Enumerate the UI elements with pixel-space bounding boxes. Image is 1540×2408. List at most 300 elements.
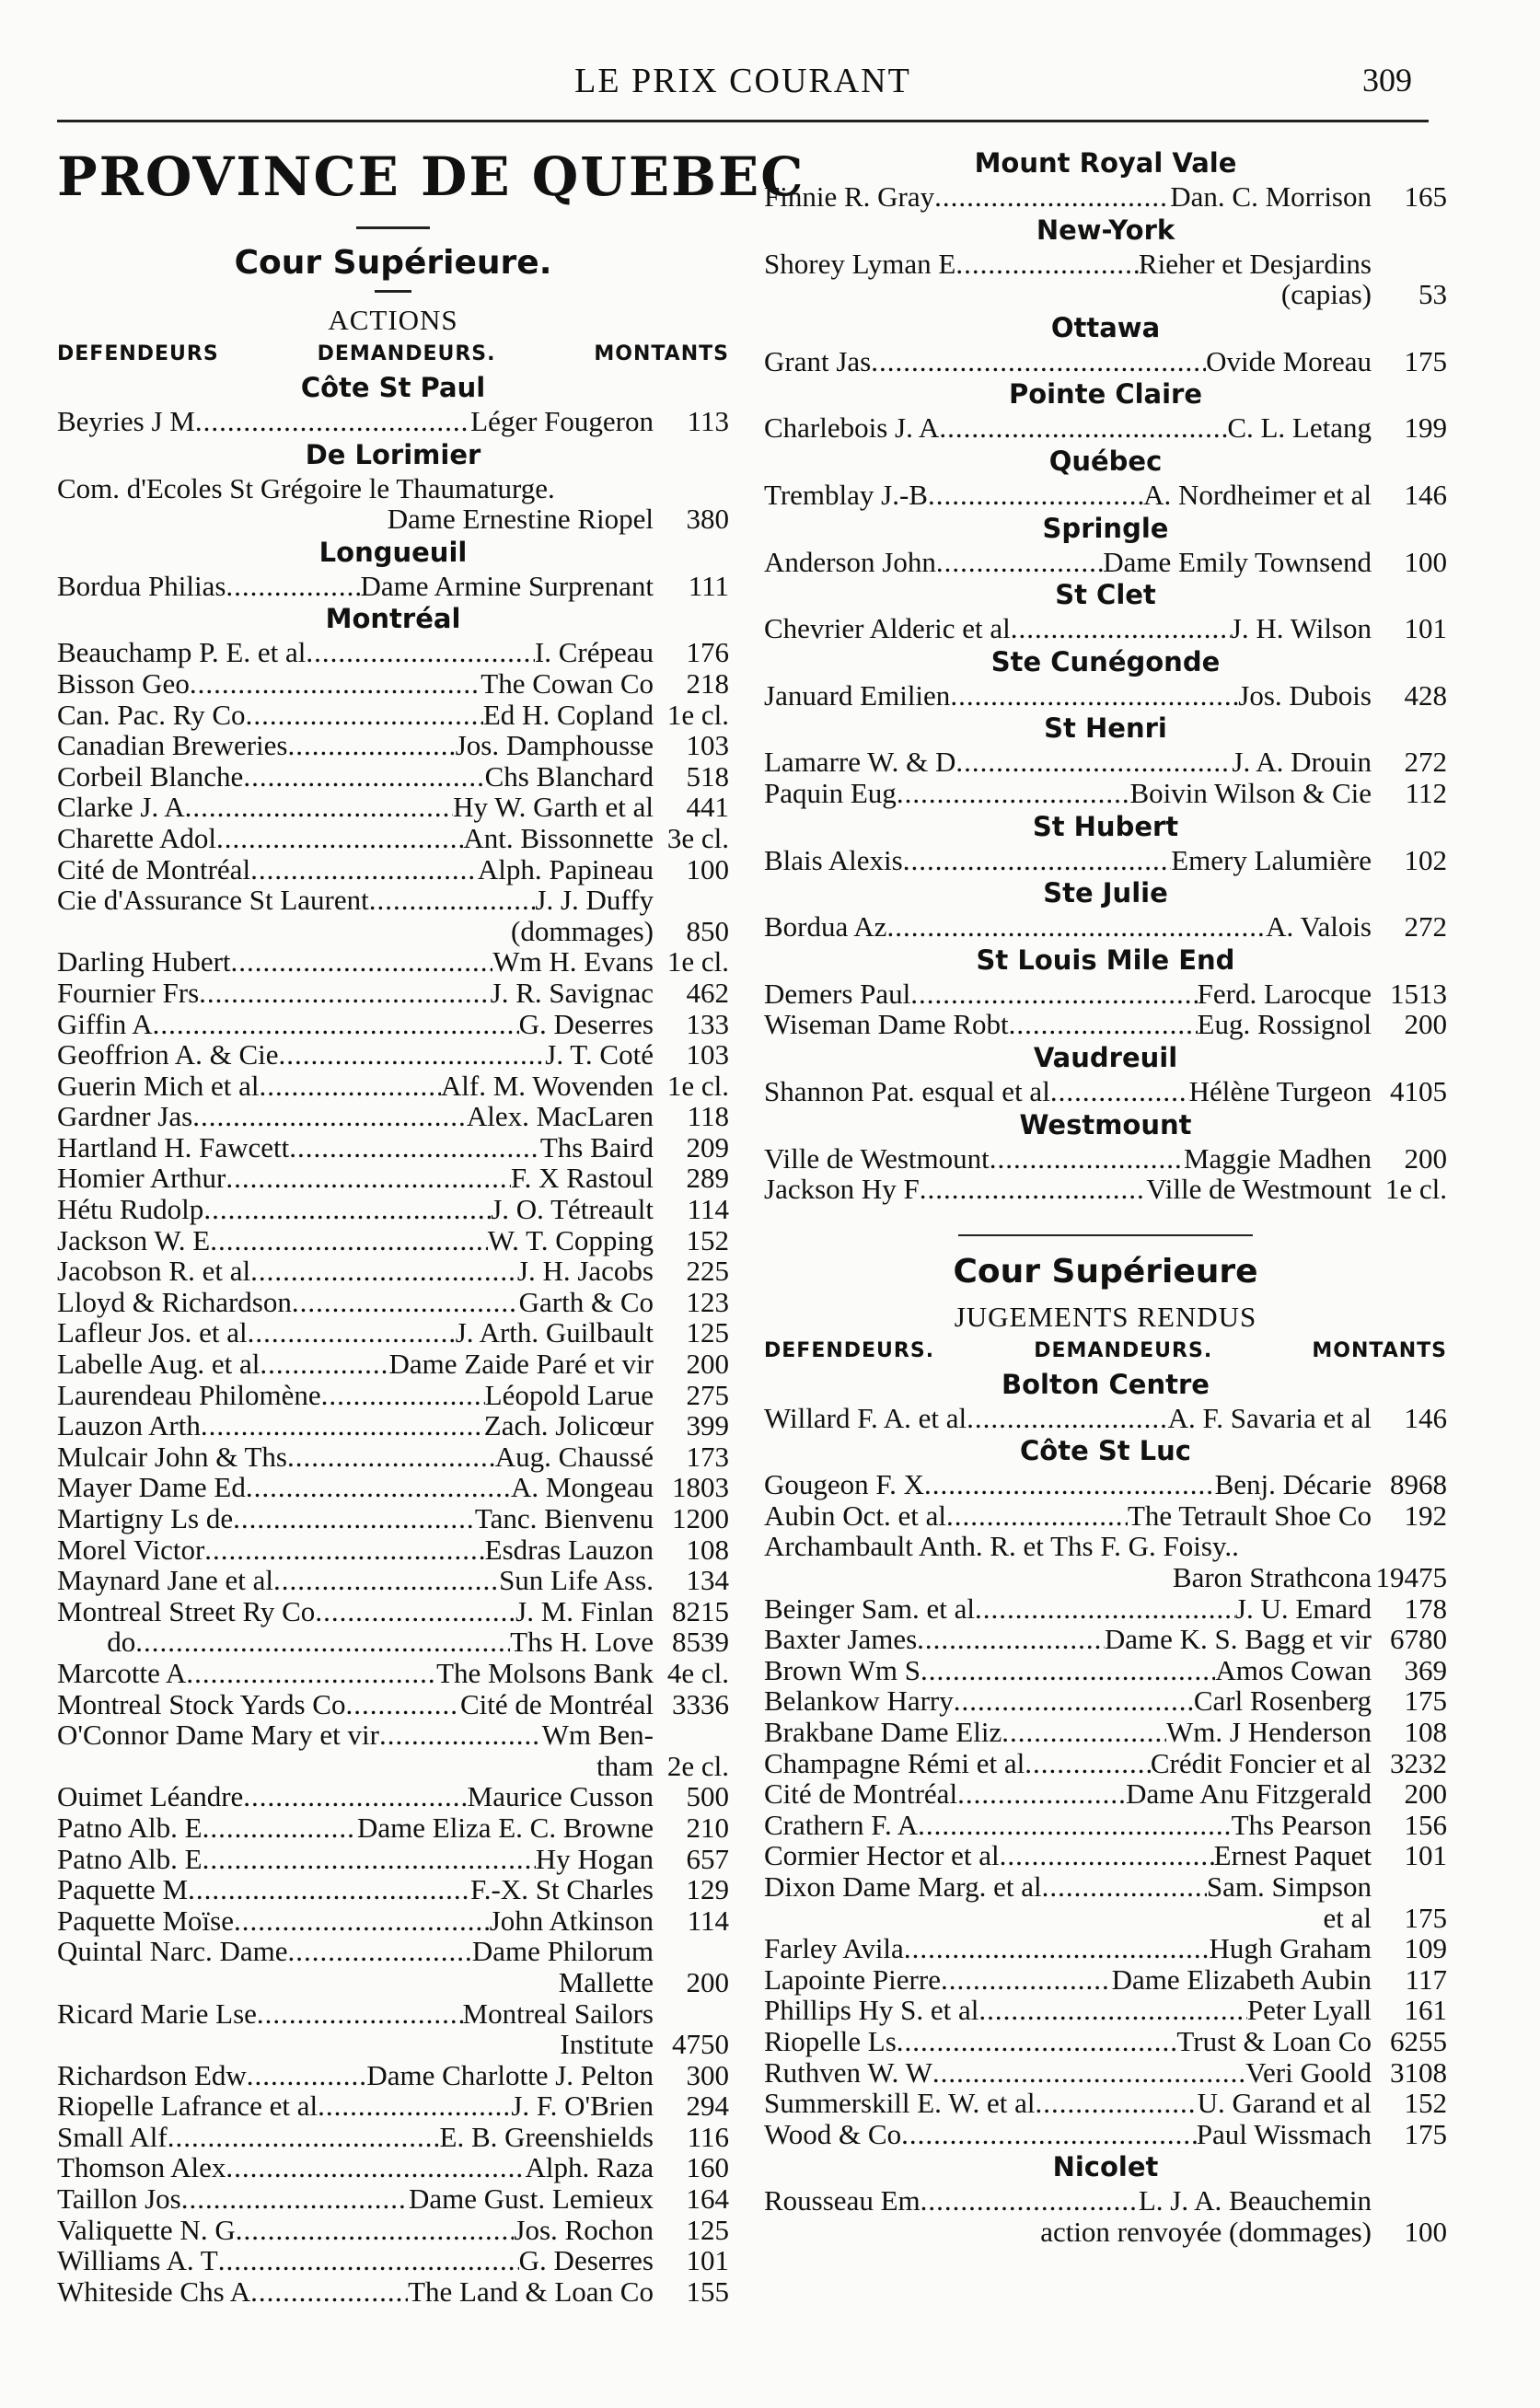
amount: 2e cl.: [666, 1749, 729, 1782]
amount: 123: [686, 1285, 729, 1318]
leader-dots: [1025, 1748, 1151, 1779]
amount: 1803: [672, 1471, 729, 1504]
entry-row: [57, 1101, 729, 1132]
amount: 155: [686, 2275, 729, 2308]
place-heading: New-York: [1036, 214, 1175, 246]
entry-row: [764, 1655, 1447, 1686]
plaintiff: Léopold Larue: [484, 1378, 654, 1411]
entry-row: [764, 613, 1447, 644]
plaintiff: Trust & Loan Co: [1176, 2024, 1372, 2057]
plaintiff: Paul Wissmach: [1196, 2117, 1372, 2150]
leader-dots: [181, 2183, 409, 2215]
defendant: Morel Victor: [57, 1533, 205, 1566]
defendant: Thomson Alex: [57, 2151, 226, 2184]
plaintiff: A. Nordheimer et al: [1143, 478, 1372, 511]
plaintiff: C. L. Letang: [1227, 411, 1372, 445]
amount: 500: [686, 1780, 729, 1813]
divider: [356, 226, 430, 229]
entry-row: [57, 1163, 729, 1194]
plaintiff: J. T. Coté: [545, 1038, 654, 1071]
defendant: Aubin Oct. et al: [764, 1499, 947, 1532]
plaintiff: Ed H. Copland: [482, 698, 654, 731]
defendant: Wood & Co: [764, 2117, 902, 2150]
amount: 1e cl.: [666, 698, 729, 731]
plaintiff: action renvoyée (dommages): [1040, 2215, 1372, 2248]
leader-dots: [886, 911, 1266, 943]
leader-dots: [369, 885, 536, 916]
amount: 103: [686, 1038, 729, 1071]
leader-dots: [934, 181, 1170, 213]
entry-row: [57, 1596, 729, 1627]
plaintiff: Benj. Décarie: [1214, 1468, 1372, 1501]
leader-dots: [928, 480, 1143, 511]
leader-dots: [236, 2215, 515, 2246]
plaintiff: The Land & Loan Co: [408, 2275, 654, 2308]
entry-row: [764, 1531, 1447, 1562]
leader-dots: [250, 854, 478, 886]
defendant: Brown Wm S: [764, 1653, 921, 1686]
plaintiff: A. Mongeau: [511, 1471, 654, 1504]
amount: 178: [1404, 1592, 1447, 1625]
leader-dots: [279, 1039, 546, 1071]
province-banner: PROVINCE DE QUEBEC: [57, 145, 805, 208]
plaintiff: Alph. Papineau: [477, 852, 654, 886]
amount: 175: [1404, 1901, 1447, 1934]
plaintiff: Crédit Foncier et al: [1150, 1746, 1372, 1779]
place-heading: St Hubert: [1032, 810, 1179, 842]
amount: 113: [687, 405, 729, 437]
defendant: Bisson Geo: [57, 666, 190, 700]
amount: 225: [686, 1255, 729, 1288]
plaintiff: Montreal Sailors: [462, 1997, 654, 2030]
plaintiff: et al: [1323, 1901, 1372, 1934]
leader-dots: [903, 845, 1172, 876]
defendant: Montreal Stock Yards Co: [57, 1687, 346, 1720]
plaintiff: Wm Ben-: [541, 1719, 654, 1752]
leader-dots: [954, 1685, 1194, 1717]
leader-dots: [306, 637, 535, 668]
entry-row: [764, 1174, 1447, 1205]
defendant: Hartland H. Fawcett: [57, 1130, 290, 1163]
amount: 8215: [672, 1594, 729, 1627]
leader-dots: [260, 1349, 388, 1380]
defendant: Beyries J M: [57, 405, 195, 437]
plaintiff: J. Arth. Guilbault: [455, 1316, 654, 1349]
defendant: Canadian Breweries: [57, 729, 288, 762]
entry-row: [57, 978, 729, 1009]
defendant: Mayer Dame Ed: [57, 1471, 246, 1504]
defendant: Cité de Montréal: [764, 1777, 958, 1811]
entry-row: [764, 1933, 1447, 1964]
defendant: Januard Emilien: [764, 678, 951, 712]
defendant: Homier Arthur: [57, 1162, 226, 1195]
leader-dots: [910, 978, 1197, 1010]
entry-row: [57, 700, 729, 731]
leader-dots: [946, 1500, 1128, 1532]
heading-defendeurs: DEFENDEURS: [57, 342, 219, 365]
leader-dots: [246, 700, 483, 731]
defendant: Lapointe Pierre: [764, 1962, 941, 1996]
plaintiff: Garth & Co: [518, 1285, 654, 1318]
plaintiff: F. X Rastoul: [510, 1162, 654, 1195]
amount: 4750: [672, 2028, 729, 2061]
plaintiff: Ths H. Love: [510, 1626, 654, 1659]
defendant: Patno Alb. E: [57, 1842, 203, 1875]
plaintiff: The Tetrault Shoe Co: [1127, 1499, 1372, 1532]
amount: 109: [1404, 1932, 1447, 1965]
amount: 111: [688, 569, 729, 602]
leader-dots: [917, 1624, 1105, 1655]
place-heading: Côte St Paul: [300, 372, 486, 403]
amount: 53: [1418, 278, 1447, 311]
entry-row: [57, 1009, 729, 1040]
defendant: Marcotte A: [57, 1656, 187, 1689]
leader-dots: [904, 1933, 1210, 1964]
leader-dots: [246, 1472, 511, 1503]
entry-continuation: [764, 279, 1447, 310]
defendant: Bordua Philias: [57, 569, 226, 602]
entry-row: [764, 2119, 1447, 2150]
plaintiff: Carl Rosenberg: [1193, 1684, 1372, 1718]
defendant: do: [57, 1626, 136, 1659]
amount: 8968: [1390, 1468, 1447, 1501]
place-heading: Bolton Centre: [1002, 1368, 1210, 1400]
amount: 850: [686, 914, 729, 947]
amount: 289: [686, 1162, 729, 1195]
defendant: Jackson W. E: [57, 1223, 211, 1256]
leader-dots: [203, 1844, 536, 1875]
entry-continuation: [57, 916, 729, 947]
leader-dots: [1000, 1840, 1214, 1871]
defendant: Tremblay J.-B: [764, 478, 928, 511]
place-heading: Pointe Claire: [1008, 378, 1203, 411]
leader-dots: [203, 1194, 491, 1225]
defendant: Williams A. T: [57, 2244, 218, 2277]
entry-row: [57, 730, 729, 761]
page-number: 309: [1362, 62, 1412, 98]
leader-dots: [1042, 1871, 1207, 1903]
place-heading: Mount Royal Vale: [974, 147, 1237, 179]
plaintiff: J. R. Savignac: [490, 976, 654, 1009]
defendant: Small Alf: [57, 2120, 168, 2153]
leader-dots: [234, 1905, 490, 1937]
entry-row: [764, 1995, 1447, 2026]
leader-dots: [247, 2060, 367, 2091]
place-heading: St Louis Mile End: [976, 944, 1235, 976]
plaintiff: Jos. Rochon: [514, 2213, 654, 2246]
entry-row: [57, 1689, 729, 1720]
amount: 192: [1404, 1499, 1447, 1532]
entry-row: [57, 1380, 729, 1411]
defendant: Ricard Marie Lse: [57, 1997, 257, 2030]
plaintiff: Dame Armine Surprenant: [360, 569, 654, 602]
amount: 129: [686, 1873, 729, 1906]
leader-dots: [186, 1658, 436, 1689]
amount: 1200: [672, 1502, 729, 1534]
entry-row: [764, 1009, 1447, 1040]
entry-row: [764, 1624, 1447, 1655]
leader-dots: [1050, 1076, 1189, 1107]
defendant: Baxter James: [764, 1623, 918, 1656]
leader-dots: [188, 1874, 470, 1905]
defendant: Montreal Street Ry Co: [57, 1594, 316, 1627]
plaintiff: A. F. Savaria et al: [1167, 1401, 1372, 1434]
amount: 399: [686, 1409, 729, 1442]
heading-demandeurs: DEMANDEURS.: [317, 342, 496, 365]
right-entries-judgements: [764, 1367, 1447, 2248]
amount: 200: [686, 1348, 729, 1381]
amount: 125: [686, 1316, 729, 1349]
amount: 3108: [1390, 2055, 1447, 2089]
leader-dots: [190, 668, 481, 700]
defendant: Fournier Frs: [57, 976, 200, 1009]
plaintiff: Dame Charlotte J. Pelton: [366, 2058, 654, 2091]
defendant: Riopelle Ls: [764, 2024, 897, 2057]
leader-dots: [871, 346, 1206, 377]
entry-row: [57, 637, 729, 668]
defendant: Rousseau Em: [764, 2184, 921, 2217]
entry-row: [764, 1403, 1447, 1434]
plaintiff: Ant. Bissonnette: [463, 821, 654, 854]
defendant: Martigny Ls de: [57, 1502, 234, 1534]
entry-row: [764, 778, 1447, 809]
defendant: Lafleur Jos. et al: [57, 1316, 248, 1349]
defendant: Hétu Rudolp: [57, 1193, 204, 1226]
plaintiff: J. H. Jacobs: [516, 1255, 654, 1288]
amount: 100: [1404, 2215, 1447, 2248]
amount: 161: [1404, 1994, 1447, 2027]
amount: 200: [1404, 1008, 1447, 1041]
entry-row: [57, 1472, 729, 1503]
amount: 117: [1405, 1962, 1447, 1996]
plaintiff: Ths Baird: [539, 1130, 654, 1163]
defendant: Shorey Lyman E: [764, 247, 956, 280]
entry-row: [57, 1410, 729, 1441]
plaintiff: (dommages): [511, 914, 654, 947]
leader-dots: [185, 792, 454, 823]
entry-row: [57, 1071, 729, 1102]
leader-dots: [289, 1132, 540, 1163]
amount: 101: [1404, 612, 1447, 645]
amount: 272: [1404, 746, 1447, 779]
entry-row: [57, 1317, 729, 1349]
entry-row: [57, 571, 729, 602]
defendant: Ouimet Léandre: [57, 1780, 244, 1813]
leader-dots: [204, 1534, 484, 1566]
leader-dots: [936, 547, 1103, 578]
heading-montants: MONTANTS: [594, 342, 729, 365]
defendant: Charlebois J. A: [764, 411, 940, 445]
leader-dots: [1009, 1009, 1198, 1040]
plaintiff: Baron Strathcona: [1172, 1561, 1372, 1594]
defendant: Cité de Montréal: [57, 852, 251, 886]
amount: 114: [687, 1193, 729, 1226]
entry-row: [57, 1349, 729, 1380]
plaintiff: Peter Lyall: [1246, 1994, 1372, 2027]
leader-dots: [921, 2185, 1139, 2217]
spacer: [764, 1205, 1447, 1229]
entry-row: [57, 1936, 729, 1967]
entry-row: [57, 2152, 729, 2183]
entry-row: [764, 181, 1447, 213]
leader-dots: [287, 1441, 495, 1473]
entry-row: [57, 2245, 729, 2276]
place-heading: St Henri: [1044, 712, 1167, 745]
place-heading: Longueuil: [318, 536, 468, 568]
leader-dots: [957, 1778, 1126, 1810]
defendant: O'Connor Dame Mary et vir: [57, 1719, 379, 1752]
amount: 6255: [1390, 2024, 1447, 2057]
amount: 134: [686, 1564, 729, 1597]
defendant: Dixon Dame Marg. et al: [764, 1870, 1042, 1903]
entry-row: [764, 1076, 1447, 1107]
plaintiff: Ths Pearson: [1231, 1808, 1372, 1841]
entry-continuation: [57, 2029, 729, 2060]
leader-dots: [897, 2026, 1177, 2057]
leader-dots: [203, 1812, 357, 1844]
amount: 1513: [1390, 977, 1447, 1010]
plaintiff: A. Valois: [1266, 910, 1372, 944]
entry-row: [57, 1627, 729, 1658]
amount: 209: [686, 1130, 729, 1163]
heading-montants: MONTANTS: [1312, 1338, 1447, 1362]
plaintiff: G. Deserres: [518, 1007, 654, 1040]
entry-row: [764, 2088, 1447, 2119]
amount: 125: [686, 2213, 729, 2246]
entry-row: [57, 406, 729, 437]
leader-dots: [920, 1174, 1146, 1205]
defendant: Ville de Westmount: [764, 1141, 990, 1175]
plaintiff: J. O. Tétreault: [491, 1193, 654, 1226]
amount: 3232: [1390, 1746, 1447, 1779]
leader-dots: [955, 249, 1139, 280]
defendant: Crathern F. A: [764, 1808, 919, 1841]
place-heading: Vaudreuil: [1033, 1041, 1178, 1073]
entry-row: [764, 747, 1447, 778]
defendant: Whiteside Chs A: [57, 2275, 251, 2308]
leader-dots: [273, 1565, 499, 1596]
defendant: Giffin A: [57, 1007, 153, 1040]
entry-row: [57, 1998, 729, 2030]
leader-dots: [218, 2245, 519, 2276]
plaintiff: Veri Goold: [1245, 2055, 1372, 2089]
entry-row: [764, 249, 1447, 280]
leader-dots: [243, 1781, 467, 1812]
plaintiff: Dame Eliza E. C. Browne: [357, 1811, 654, 1844]
divider: [958, 1234, 1253, 1236]
leader-dots: [321, 1380, 485, 1411]
defendant: Blais Alexis: [764, 843, 903, 876]
entry-row: [57, 1719, 729, 1751]
amount: 173: [686, 1440, 729, 1473]
column-headings: [57, 339, 729, 370]
place-heading: De Lorimier: [305, 438, 481, 470]
plaintiff: I. Crépeau: [534, 636, 654, 669]
leader-dots: [250, 1256, 517, 1287]
entry-row: [57, 1039, 729, 1071]
amount: 428: [1404, 678, 1447, 712]
entry-continuation: [57, 1751, 729, 1782]
heading-demandeurs: DEMANDEURS.: [1034, 1338, 1213, 1362]
defendant: Chevrier Alderic et al: [764, 612, 1011, 645]
plaintiff: The Cowan Co: [481, 666, 654, 700]
entry-row: [764, 2057, 1447, 2089]
plaintiff: J. J. Duffy: [535, 884, 654, 917]
amount: 165: [1404, 180, 1447, 213]
leader-dots: [978, 1995, 1246, 2026]
amount: 369: [1404, 1653, 1447, 1686]
entry-row: [57, 1132, 729, 1163]
defendant: Richardson Edw: [57, 2058, 247, 2091]
defendant: Can. Pac. Ry Co: [57, 698, 246, 731]
amount: 200: [686, 1965, 729, 1998]
amount: 100: [1404, 545, 1447, 578]
entry-row: [57, 792, 729, 823]
entry-row: [57, 473, 729, 504]
defendant: Beinger Sam. et al: [764, 1592, 975, 1625]
leader-dots: [257, 1998, 463, 2030]
defendant: Paquette Moïse: [57, 1904, 234, 1937]
entry-row: [57, 1225, 729, 1256]
defendant: Clarke J. A: [57, 791, 185, 824]
entry-row: [764, 412, 1447, 444]
leader-dots: [918, 1810, 1231, 1841]
plaintiff: J. A. Drouin: [1232, 746, 1372, 779]
leader-dots: [921, 1655, 1215, 1686]
defendant: Cormier Hector et al: [764, 1839, 1000, 1872]
defendant: Mulcair John & Ths: [57, 1440, 287, 1473]
entry-row: [57, 1256, 729, 1287]
entry-row: [764, 1500, 1447, 1532]
defendant: Guerin Mich et al: [57, 1069, 260, 1102]
entry-row: [764, 2026, 1447, 2057]
entry-row: [764, 1840, 1447, 1871]
entry-row: [57, 1194, 729, 1225]
leader-dots: [248, 1317, 456, 1349]
section-heading: ACTIONS: [328, 304, 458, 336]
leader-dots: [243, 761, 484, 793]
leader-dots: [1036, 2088, 1198, 2119]
entry-row: [57, 2183, 729, 2215]
amount: 19475: [1375, 1561, 1447, 1594]
plaintiff: Sam. Simpson: [1206, 1870, 1372, 1903]
amount: 6780: [1390, 1623, 1447, 1656]
entry-row: [57, 2215, 729, 2246]
defendant: Gougeon F. X: [764, 1468, 925, 1501]
plaintiff: The Molsons Bank: [436, 1656, 654, 1689]
defendant: Summerskill E. W. et al: [764, 2087, 1036, 2120]
defendant: Ruthven W. W: [764, 2055, 932, 2089]
defendant: Lamarre W. & D: [764, 746, 956, 779]
amount: 518: [686, 759, 729, 793]
plaintiff: J. F. O'Brien: [511, 2090, 654, 2123]
header-rule: [57, 120, 1429, 122]
amount: 1e cl.: [666, 945, 729, 978]
plaintiff: Dame Elizabeth Aubin: [1111, 1962, 1372, 1996]
entry-row: [764, 2185, 1447, 2217]
amount: 210: [686, 1811, 729, 1844]
amount: 102: [1404, 843, 1447, 876]
entry-row: [764, 346, 1447, 377]
entry-row: [57, 668, 729, 700]
running-title: LE PRIX COURANT: [574, 62, 911, 100]
defendant: Wiseman Dame Robt: [764, 1008, 1009, 1041]
right-column: [764, 145, 1447, 2248]
leader-dots: [955, 747, 1232, 778]
leader-dots: [192, 1101, 467, 1132]
amount: 116: [687, 2120, 729, 2153]
entry-row: [57, 2276, 729, 2308]
